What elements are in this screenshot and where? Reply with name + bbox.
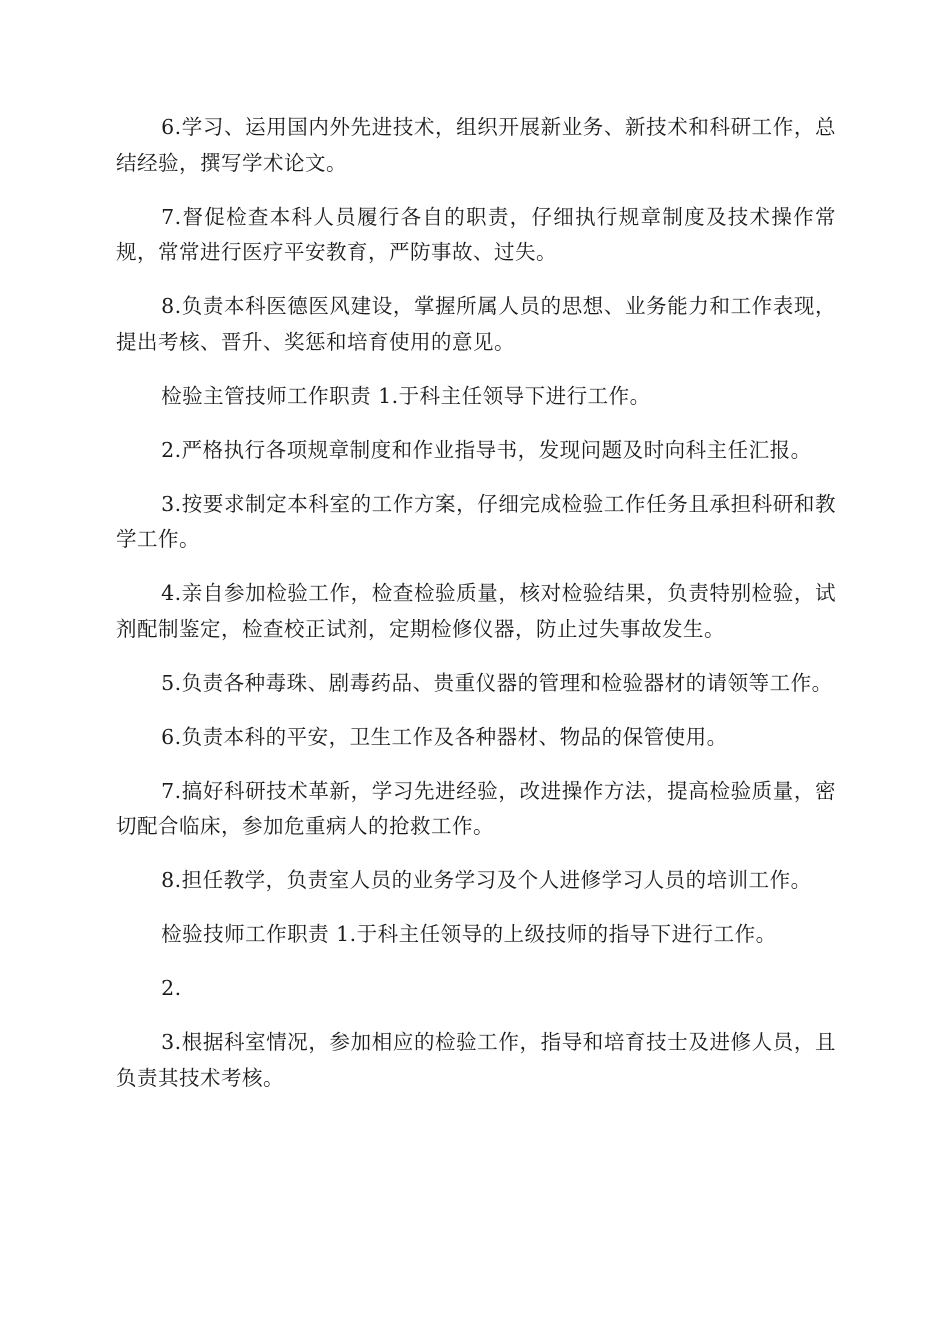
paragraph-8: 5.负责各种毒珠、剧毒药品、贵重仪器的管理和检验器材的请领等工作。 <box>161 670 833 695</box>
paragraph-13: 2. <box>161 976 182 1000</box>
paragraph-2: 7.督促检查本科人员履行各自的职责，仔细执行规章制度及技术操作常规，常常进行医疗平安教育，严防事故、过失。 <box>116 204 836 264</box>
paragraph-5: 2.严格执行各项规章制度和作业指导书，发现问题及时向科主任汇报。 <box>161 437 812 462</box>
paragraph-3: 8.负责本科医德医风建设，掌握所属人员的思想、业务能力和工作表现，提出考核、晋升、奖惩和培育使用的意见。 <box>116 294 836 354</box>
section-heading-chief-technician: 检验主管技师工作职责 1.于科主任领导下进行工作。 <box>161 383 651 408</box>
paragraph-10: 7.搞好科研技术革新，学习先进经验，改进操作方法，提高检验质量，密切配合临床，参加危重病人的抢救工作。 <box>116 778 836 838</box>
paragraph-9: 6.负责本科的平安，卫生工作及各种器材、物品的保管使用。 <box>161 724 728 749</box>
paragraph-7: 4.亲自参加检验工作，检查检验质量，核对检验结果，负责特别检验，试剂配制鉴定，检查校正试剂，定期检修仪器，防止过失事故发生。 <box>116 581 836 641</box>
paragraph-6: 3.按要求制定本科室的工作方案，仔细完成检验工作任务且承担科研和教学工作。 <box>116 491 836 551</box>
document-body <box>116 110 836 1115</box>
paragraph-14: 3.根据科室情况，参加相应的检验工作，指导和培育技士及进修人员，且负责其技术考核。 <box>116 1030 836 1090</box>
section-heading-technician: 检验技师工作职责 1.于科主任领导的上级技师的指导下进行工作。 <box>161 922 777 946</box>
paragraph-11: 8.担任教学，负责室人员的业务学习及个人进修学习人员的培训工作。 <box>161 868 812 892</box>
paragraph-1: 6.学习、运用国内外先进技术，组织开展新业务、新技术和科研工作，总结经验，撰写学术论文。 <box>116 115 836 175</box>
